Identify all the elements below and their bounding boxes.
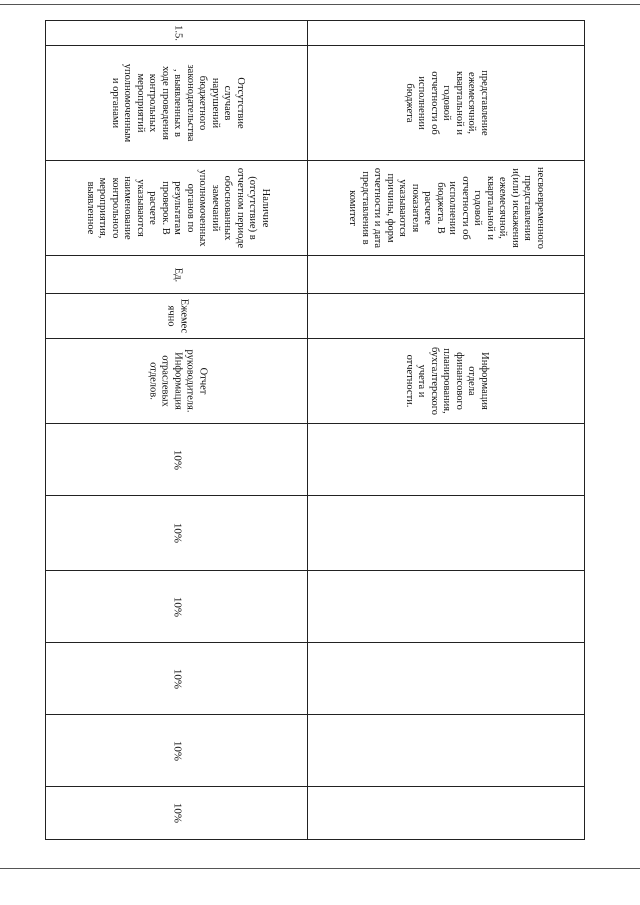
cell-period-empty (308, 294, 584, 339)
source-text: Отчет руководителя. Информация отраслевых отделов. (146, 349, 208, 413)
page-top-edge (0, 4, 640, 5)
indicator-name: Отсутствие случаев нарушений бюджетного законодательства , выявленных в ходе проведения контрольных мероприятий уполномоченным и органами (109, 63, 246, 143)
row-number: 1.5. (171, 25, 183, 41)
cell-indicator (308, 161, 584, 256)
cell-weight-empty-6 (308, 787, 584, 839)
weight-value: 10% (170, 596, 183, 617)
cell-name (308, 46, 584, 161)
table-row-1-5 (46, 21, 308, 839)
indicator-description: Наличие (отсутствие) в отчетном периоде обоснованных замечаний уполномоченных органов по результатам проверок. В расчете указываются наименование контрольного мероприятия, выявленное (84, 167, 271, 249)
cell-weight-6 (46, 787, 307, 839)
cell-unit-empty (308, 256, 584, 294)
indicator-name: представление ежемесячной, квартальной и годовой отчетности об исполнении бюджета (403, 70, 490, 136)
cell-number-empty (308, 21, 584, 46)
cell-source (308, 339, 584, 424)
indicator-description: несвоевременного представления и(или) искажения ежемесячной, квартальной и годовой отчетности об исполнении бюджета. В расчете показателя указываются причины, форм отчетности и дата представления в комитет (347, 166, 546, 250)
page-bottom-edge (0, 868, 640, 869)
cell-unit (46, 256, 307, 294)
cell-weight-1 (46, 424, 307, 496)
indicators-table (45, 20, 585, 840)
cell-weight-4 (46, 643, 307, 715)
cell-weight-empty-3 (308, 571, 584, 643)
table-row-1-4 (308, 21, 584, 839)
cell-weight-5 (46, 715, 307, 787)
source-text: Информация отдела финансового планирования, бухгалтерского учета и отчетности. (403, 346, 490, 416)
cell-period (46, 294, 307, 339)
cell-indicator (46, 161, 307, 256)
cell-name (46, 46, 307, 161)
cell-number (46, 21, 307, 46)
weight-value: 10% (170, 449, 183, 470)
cell-weight-3 (46, 571, 307, 643)
cell-weight-empty-2 (308, 496, 584, 571)
cell-source (46, 339, 307, 424)
cell-weight-empty-5 (308, 715, 584, 787)
cell-weight-empty-1 (308, 424, 584, 496)
weight-value: 10% (170, 802, 183, 824)
cell-weight-empty-4 (308, 643, 584, 715)
weight-value: 10% (170, 522, 183, 544)
unit-label: Ед. (171, 267, 183, 282)
cell-weight-2 (46, 496, 307, 571)
period-label: Ежемес ячно (165, 298, 189, 334)
weight-value: 10% (170, 668, 183, 689)
weight-value: 10% (170, 740, 183, 761)
